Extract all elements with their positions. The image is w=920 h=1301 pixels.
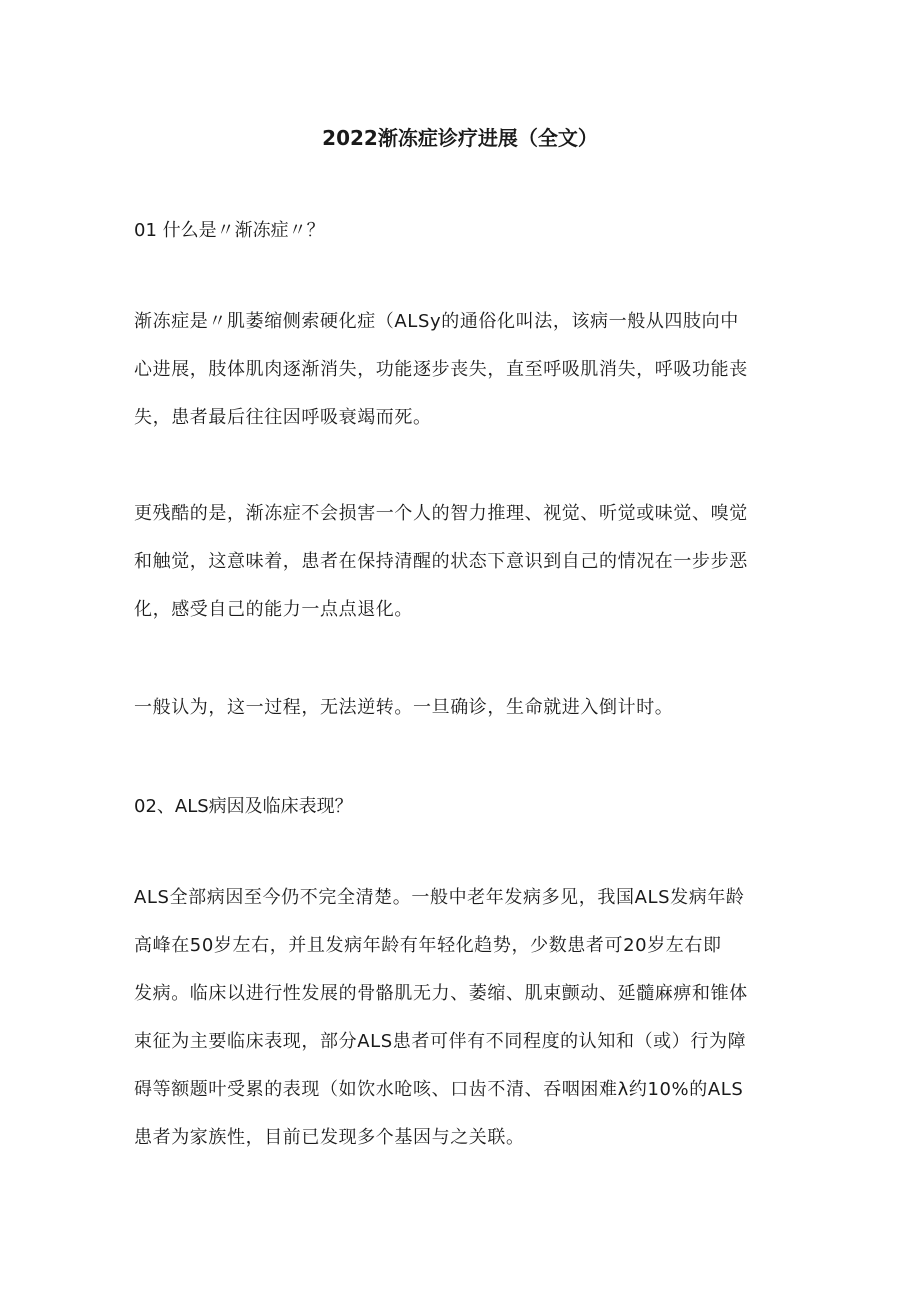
paragraph-causes [134,874,794,1162]
paragraph-cruelty [134,490,794,634]
paragraph-line: 碍等额题叶受累的表现（如饮水呛咳、口齿不清、吞咽困难λ约10%的ALS [134,1079,744,1100]
paragraph-definition [134,298,794,442]
paragraph-line: 一般认为，这一过程，无法逆转。一旦确诊，生命就进入倒计时。 [134,697,674,718]
paragraph-line: 渐冻症是〃肌萎缩侧索硬化症（ALSy的通俗化叫法，该病一般从四肢向中 [134,311,739,332]
paragraph-line: ALS全部病因至今仍不完全清楚。一般中老年发病多见，我国ALS发病年龄 [134,887,745,908]
paragraph-line: 失，患者最后往往因呼吸衰竭而死。 [134,407,432,428]
paragraph-line: 患者为家族性，目前已发现多个基因与之关联。 [134,1127,525,1148]
paragraph-line: 心进展，肢体肌肉逐渐消失，功能逐步丧失，直至呼吸肌消失，呼吸功能丧 [134,359,748,380]
document-title: 2022渐冻症诊疗进展（全文） [322,126,598,150]
paragraph-irreversible [134,684,794,732]
paragraph-line: 发病。临床以进行性发展的骨骼肌无力、萎缩、肌束颤动、延髓麻痹和锥体 [134,983,748,1004]
paragraph-line: 化，感受自己的能力一点点退化。 [134,599,413,620]
paragraph-line: 高峰在50岁左右，并且发病年龄有年轻化趋势，少数患者可20岁左右即 [134,935,722,956]
section-heading-causes-symptoms: 02、ALS病因及临床表现？ [134,796,353,817]
paragraph-line: 束征为主要临床表现，部分ALS患者可伴有不同程度的认知和（或）行为障 [134,1031,747,1052]
paragraph-line: 和触觉，这意味着，患者在保持清醒的状态下意识到自己的情况在一步步恶 [134,551,748,572]
paragraph-line: 更残酷的是，渐冻症不会损害一个人的智力推理、视觉、听觉或味觉、嗅觉 [134,503,748,524]
section-heading-what-is-als: 01 什么是〃渐冻症〃？ [134,220,325,241]
